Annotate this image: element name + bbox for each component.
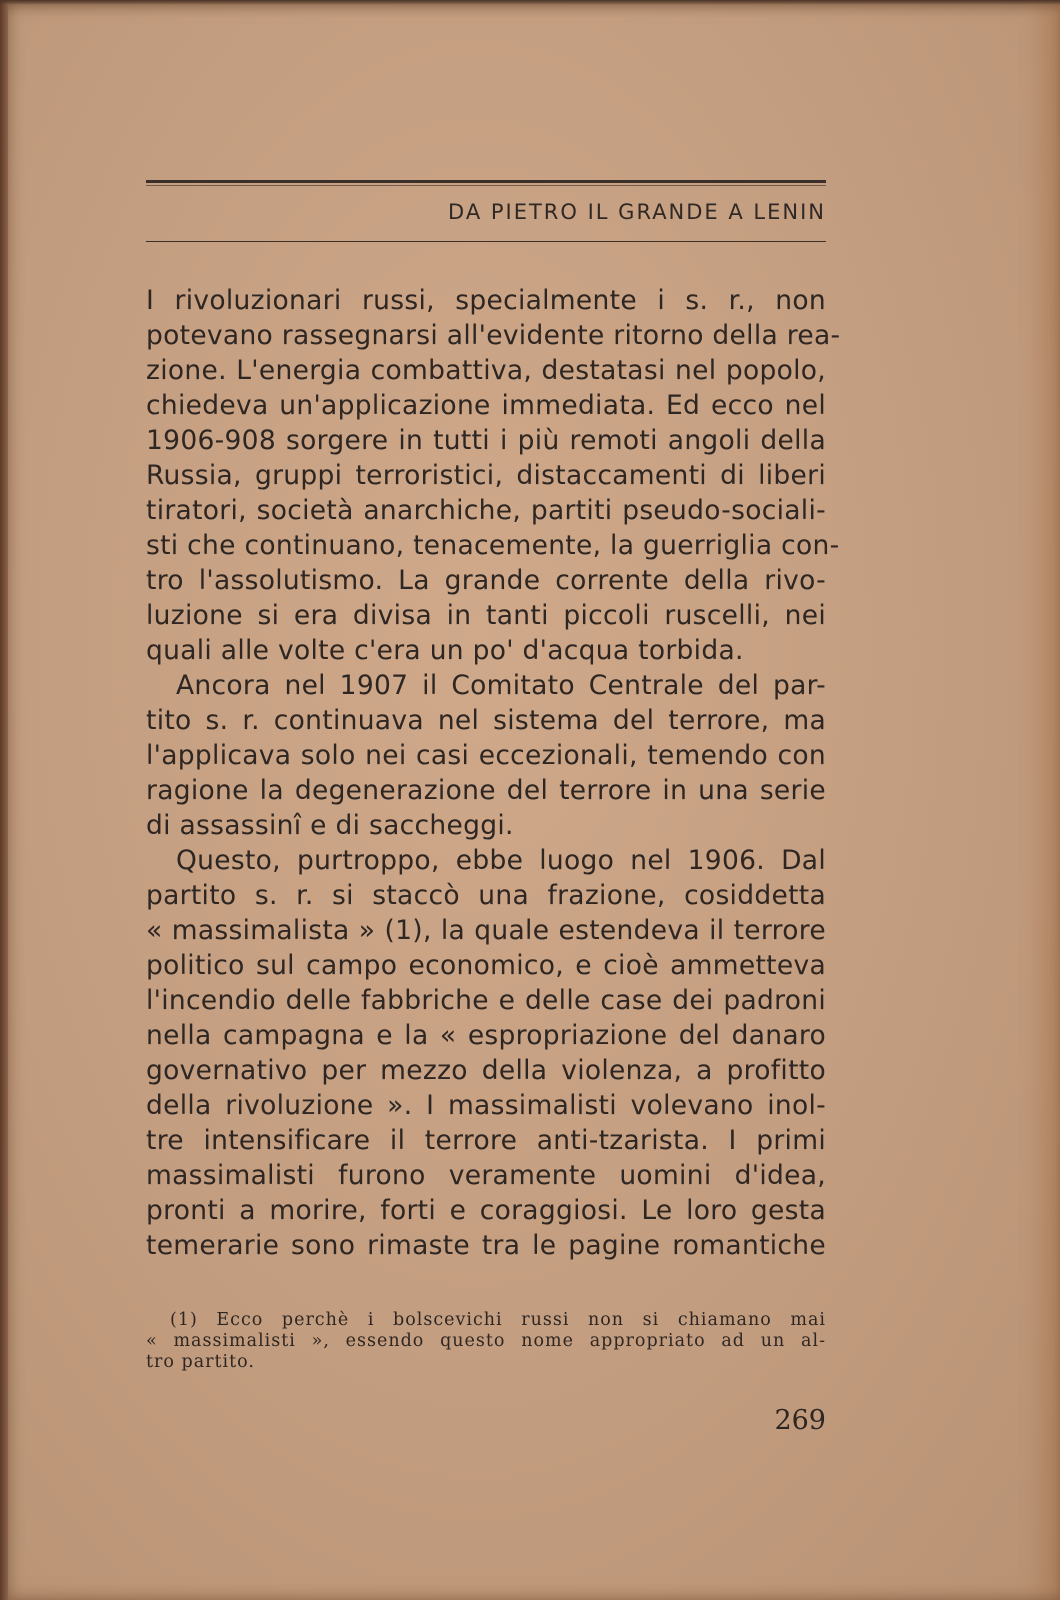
body-line: partito s. r. si staccò una frazione, cosiddetta: [146, 880, 826, 911]
body-line: tito s. r. continuava nel sistema del terrore, ma: [146, 705, 826, 736]
body-line: l'incendio delle fabbriche e delle case dei padroni: [146, 985, 826, 1016]
footnote-line: (1) Ecco perchè i bolscevichi russi non si chiamano mai: [170, 1310, 826, 1330]
body-line: della rivoluzione ». I massimalisti volevano inol-: [146, 1090, 826, 1121]
body-line: 1906-908 sorgere in tutti i più remoti angoli della: [146, 425, 826, 456]
body-line: tro l'assolutismo. La grande corrente della rivo-: [146, 565, 826, 596]
body-line: l'applicava solo nei casi eccezionali, temendo con: [146, 740, 826, 771]
body-line: chiedeva un'applicazione immediata. Ed ecco nel: [146, 390, 826, 421]
body-line: « massimalista » (1), la quale estendeva il terrore: [146, 915, 826, 946]
page-binding-edge: [0, 0, 8, 1600]
page-top-edge: [0, 0, 1060, 5]
body-line: politico sul campo economico, e cioè ammetteva: [146, 950, 826, 981]
body-line: I rivoluzionari russi, specialmente i s. r., non: [146, 285, 826, 316]
body-line: sti che continuano, tenacemente, la guerriglia con-: [146, 530, 840, 561]
body-line: luzione si era divisa in tanti piccoli ruscelli, nei: [146, 600, 826, 631]
body-line: pronti a morire, forti e coraggiosi. Le loro gesta: [146, 1195, 826, 1226]
body-line: nella campagna e la « espropriazione del danaro: [146, 1020, 826, 1051]
footnote-line: tro partito.: [146, 1352, 255, 1372]
body-line: Ancora nel 1907 il Comitato Centrale del par-: [176, 670, 826, 701]
body-line: zione. L'energia combattiva, destatasi nel popolo,: [146, 355, 826, 386]
header-rule-top: [146, 180, 826, 183]
running-head: DA PIETRO IL GRANDE A LENIN: [448, 200, 826, 224]
page-number: 269: [774, 1405, 826, 1436]
body-line: Questo, purtroppo, ebbe luogo nel 1906. Dal: [176, 845, 826, 876]
body-line: tiratori, società anarchiche, partiti pseudo-sociali-: [146, 495, 826, 526]
footnote: [146, 1310, 826, 1373]
body-line: di assassinî e di saccheggi.: [146, 810, 514, 841]
body-line: tre intensificare il terrore anti-tzarista. I primi: [146, 1125, 826, 1156]
body-line: massimalisti furono veramente uomini d'idea,: [146, 1160, 826, 1191]
header-rule-top-thin: [146, 185, 826, 186]
header-rule-bottom: [146, 241, 826, 242]
body-line: governativo per mezzo della violenza, a profitto: [146, 1055, 826, 1086]
body-line: potevano rassegnarsi all'evidente ritorno della rea-: [146, 320, 841, 351]
footnote-line: « massimalisti », essendo questo nome appropriato ad un al-: [146, 1331, 826, 1351]
body-line: Russia, gruppi terroristici, distaccamenti di liberi: [146, 460, 826, 491]
body-line: ragione la degenerazione del terrore in una serie: [146, 775, 826, 806]
body-text: [146, 283, 841, 1263]
body-line: quali alle volte c'era un po' d'acqua torbida.: [146, 635, 744, 666]
body-line: temerarie sono rimaste tra le pagine romantiche: [146, 1230, 826, 1261]
